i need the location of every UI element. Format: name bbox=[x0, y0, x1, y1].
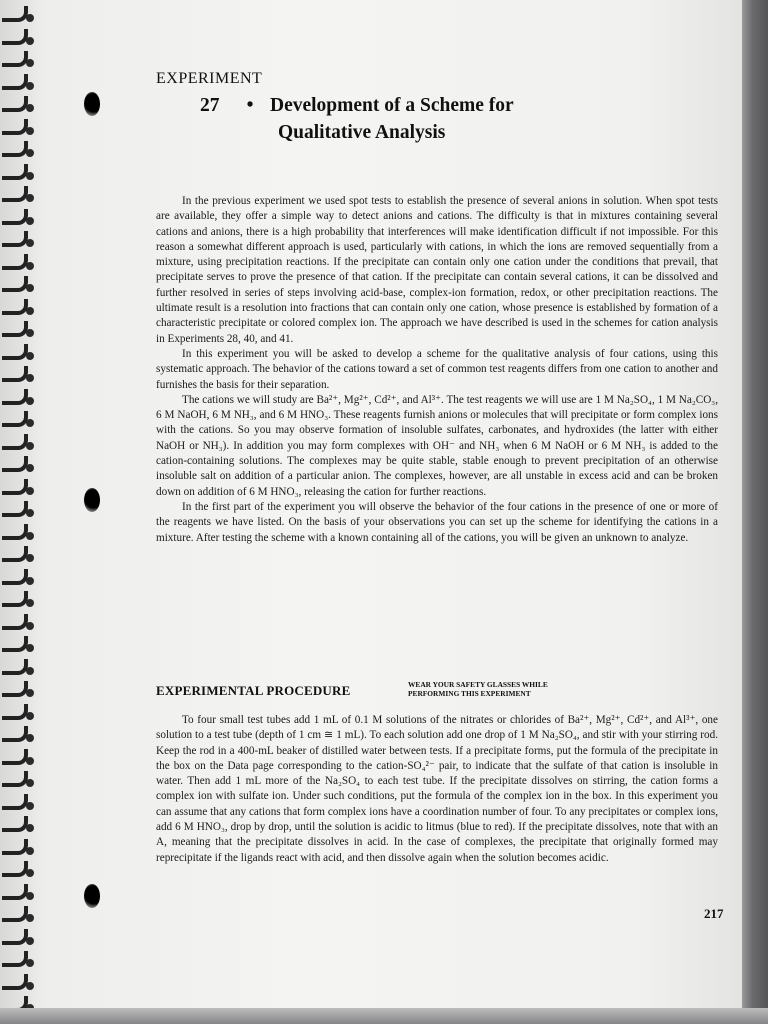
binding-hole bbox=[26, 307, 34, 315]
binding-coil bbox=[2, 276, 28, 292]
binding-hole bbox=[26, 194, 34, 202]
binding-coil bbox=[2, 96, 28, 112]
binding-hole bbox=[26, 689, 34, 697]
binding-hole bbox=[26, 644, 34, 652]
section-heading: EXPERIMENTAL PROCEDURE bbox=[156, 683, 351, 698]
binding-coil bbox=[2, 816, 28, 832]
binding-hole bbox=[26, 847, 34, 855]
binding-hole bbox=[26, 217, 34, 225]
binding-coil bbox=[2, 479, 28, 495]
binding-hole bbox=[26, 442, 34, 450]
binding-coil bbox=[2, 659, 28, 675]
binding-coil bbox=[2, 209, 28, 225]
binding-hole bbox=[26, 757, 34, 765]
paragraph: The cations we will study are Ba²⁺, Mg²⁺, Cd²⁺, and Al³⁺. The test reagents we will use are 1 M Na₂SO₄, 1 M Na₂CO₃, 6 M NaOH, 6 M NH₃, and 6 M HNO₃. These reagents furnish anions or molecules that will precipitate or form complex ions with the cations. So you may observe formation of insoluble sulfates, carbonates, and hydroxides (the latter with either NaOH or NH₃). In addition you may form complexes with OH⁻ and NH₃ when 6 M NaOH or 6 M NH₃ is added to the cation-containing solutions. The complexes may be quite stable, stable enough to prevent precipitation of an otherwise insoluble salt on addition of a particular anion. The complexes, however, are all unstable in excess acid and can be broken down on addition of 6 M HNO₃, releasing the cation for further reactions. bbox=[156, 393, 718, 498]
binding-hole bbox=[26, 59, 34, 67]
experiment-number: 27 bbox=[200, 95, 220, 116]
binding-hole bbox=[26, 779, 34, 787]
binding-hole bbox=[26, 329, 34, 337]
binding-hole bbox=[26, 487, 34, 495]
title-line-2: Qualitative Analysis bbox=[278, 122, 446, 143]
binding-coil bbox=[2, 794, 28, 810]
binding-coil bbox=[2, 231, 28, 247]
binding-hole bbox=[26, 824, 34, 832]
binding-coil bbox=[2, 726, 28, 742]
binding-coil bbox=[2, 434, 28, 450]
binding-coil bbox=[2, 839, 28, 855]
binding-hole bbox=[26, 172, 34, 180]
binding-hole bbox=[26, 667, 34, 675]
punch-hole bbox=[84, 92, 100, 116]
safety-note-line: WEAR YOUR SAFETY GLASSES WHILE bbox=[408, 680, 548, 689]
binding-hole bbox=[26, 37, 34, 45]
binding-hole bbox=[26, 464, 34, 472]
binding-coil bbox=[2, 164, 28, 180]
binding-hole bbox=[26, 712, 34, 720]
paragraph: In the previous experiment we used spot tests to establish the presence of several anions in solution. When spot tests are available, they offer a simple way to detect anions and cations. The difficulty is that in mixtures containing several cations and anions, there is a high probability that interferences will make identification difficult if not impossible. For this reason a somewhat different approach is used, particularly with cations, in which the ions are removed sequentially from a mixture, using precipitation reactions. If the precipitate can contain only one cation under the conditions that prevail, that precipitate serves to prove the presence of that cation. If the precipitate can contain several cations, it can be dissolved and further resolved in series of steps involving acid-base, complex-ion formation, redox, or other precipitation reactions. The ultimate result is a resolution into fractions that can contain only one cation, whose presence is established by formation of a characteristic precipitate or colored complex ion. The approach we have described is used in the schemes for cation analysis in Experiments 28, 40, and 41. bbox=[156, 195, 718, 345]
binding-coil bbox=[2, 456, 28, 472]
binding-hole bbox=[26, 104, 34, 112]
binding-coil bbox=[2, 974, 28, 990]
binding-hole bbox=[26, 127, 34, 135]
procedure-text bbox=[156, 713, 718, 866]
binding-coil bbox=[2, 524, 28, 540]
binding-hole bbox=[26, 577, 34, 585]
binding-hole bbox=[26, 532, 34, 540]
bullet-icon: • bbox=[246, 95, 254, 116]
binding-coil bbox=[2, 389, 28, 405]
binding-hole bbox=[26, 622, 34, 630]
binding-hole bbox=[26, 374, 34, 382]
binding-coil bbox=[2, 546, 28, 562]
binding-hole bbox=[26, 352, 34, 360]
binding-hole bbox=[26, 239, 34, 247]
binding-hole bbox=[26, 914, 34, 922]
binding-coil bbox=[2, 501, 28, 517]
paragraph: To four small test tubes add 1 mL of 0.1 M solutions of the nitrates or chlorides of Ba²⁺, Mg²⁺, Cd²⁺, and Al³⁺, one solution to a test tube (depth of 1 cm ≅ 1 mL). To each solution add one drop of 1 M Na₂SO₄, and stir with your stirring rod. Keep the rod in a 400-mL beaker of distilled water between tests. If a precipitate forms, put the formula of the precipitate in the box on the Data page corresponding to the cation-SO₄²⁻ pair, to indicate that the sulfate of that cation is insoluble in water. Then add 1 mL more of the Na₂SO₄ to each test tube. If the precipitate dissolves on stirring, the cation forms a complex ion with sulfate ion. Under such conditions, put the formula of the complex ion in the box. In this experiment you can assume that any cations that form complex ions have a coordination number of four. To any precipitates or complex ions, add 6 M HNO₃, drop by drop, until the solution is acidic to litmus (blue to red). If the precipitate dissolves, note that with an A, meaning that the precipitate dissolves in acid. In the case of complexes, the precipitate that originally formed may reprecipitate if the ligands react with acid, and then dissolve again when the solution becomes acidic. bbox=[156, 714, 718, 864]
binding-coil bbox=[2, 861, 28, 877]
binding-hole bbox=[26, 734, 34, 742]
binding-coil bbox=[2, 411, 28, 427]
binding-coil bbox=[2, 884, 28, 900]
page-number: 217 bbox=[704, 906, 724, 921]
binding-coil bbox=[2, 29, 28, 45]
binding-coil bbox=[2, 929, 28, 945]
binding-hole bbox=[26, 959, 34, 967]
binding-hole bbox=[26, 284, 34, 292]
binding-coil bbox=[2, 569, 28, 585]
binding-coil bbox=[2, 636, 28, 652]
binding-hole bbox=[26, 982, 34, 990]
punch-hole bbox=[84, 884, 100, 908]
binding-coil bbox=[2, 344, 28, 360]
binding-coil bbox=[2, 254, 28, 270]
binding-coil bbox=[2, 704, 28, 720]
binding-coil bbox=[2, 749, 28, 765]
spiral-binding bbox=[0, 0, 42, 1010]
paragraph: In the first part of the experiment you will observe the behavior of the four cations in the presence of one or more of the reagents we have listed. On the basis of your observations you can set up the scheme for identifying the cations in a mixture. After testing the scheme with a known containing all of the cations, you will be given an unknown to analyze. bbox=[156, 500, 718, 544]
introduction bbox=[156, 194, 718, 546]
binding-hole bbox=[26, 802, 34, 810]
binding-coil bbox=[2, 906, 28, 922]
paragraph: In this experiment you will be asked to develop a scheme for the qualitative analysis of four cations, using this systematic approach. The behavior of the cations toward a set of common test reagents differs from one cation to another and furnishes the basis for their separation. bbox=[156, 347, 718, 391]
binding-coil bbox=[2, 74, 28, 90]
title-line-1: Development of a Scheme for bbox=[270, 95, 514, 116]
binding-hole bbox=[26, 509, 34, 517]
punch-hole bbox=[84, 488, 100, 512]
binding-hole bbox=[26, 149, 34, 157]
binding-coil bbox=[2, 299, 28, 315]
binding-hole bbox=[26, 554, 34, 562]
page-bottom-shadow bbox=[0, 1008, 768, 1024]
experiment-label: EXPERIMENT bbox=[156, 70, 263, 87]
binding-hole bbox=[26, 892, 34, 900]
safety-note-line: PERFORMING THIS EXPERIMENT bbox=[408, 689, 531, 698]
binding-coil bbox=[2, 51, 28, 67]
binding-coil bbox=[2, 771, 28, 787]
binding-coil bbox=[2, 614, 28, 630]
binding-coil bbox=[2, 141, 28, 157]
page-edge-shadow bbox=[742, 0, 768, 1024]
binding-hole bbox=[26, 262, 34, 270]
binding-coil bbox=[2, 186, 28, 202]
binding-hole bbox=[26, 869, 34, 877]
binding-coil bbox=[2, 6, 28, 22]
binding-coil bbox=[2, 119, 28, 135]
binding-coil bbox=[2, 951, 28, 967]
binding-hole bbox=[26, 419, 34, 427]
binding-hole bbox=[26, 937, 34, 945]
binding-hole bbox=[26, 599, 34, 607]
binding-coil bbox=[2, 681, 28, 697]
binding-coil bbox=[2, 366, 28, 382]
binding-coil bbox=[2, 591, 28, 607]
binding-hole bbox=[26, 397, 34, 405]
binding-hole bbox=[26, 14, 34, 22]
page-title bbox=[200, 92, 514, 146]
safety-note bbox=[408, 680, 608, 698]
binding-coil bbox=[2, 321, 28, 337]
binding-hole bbox=[26, 82, 34, 90]
